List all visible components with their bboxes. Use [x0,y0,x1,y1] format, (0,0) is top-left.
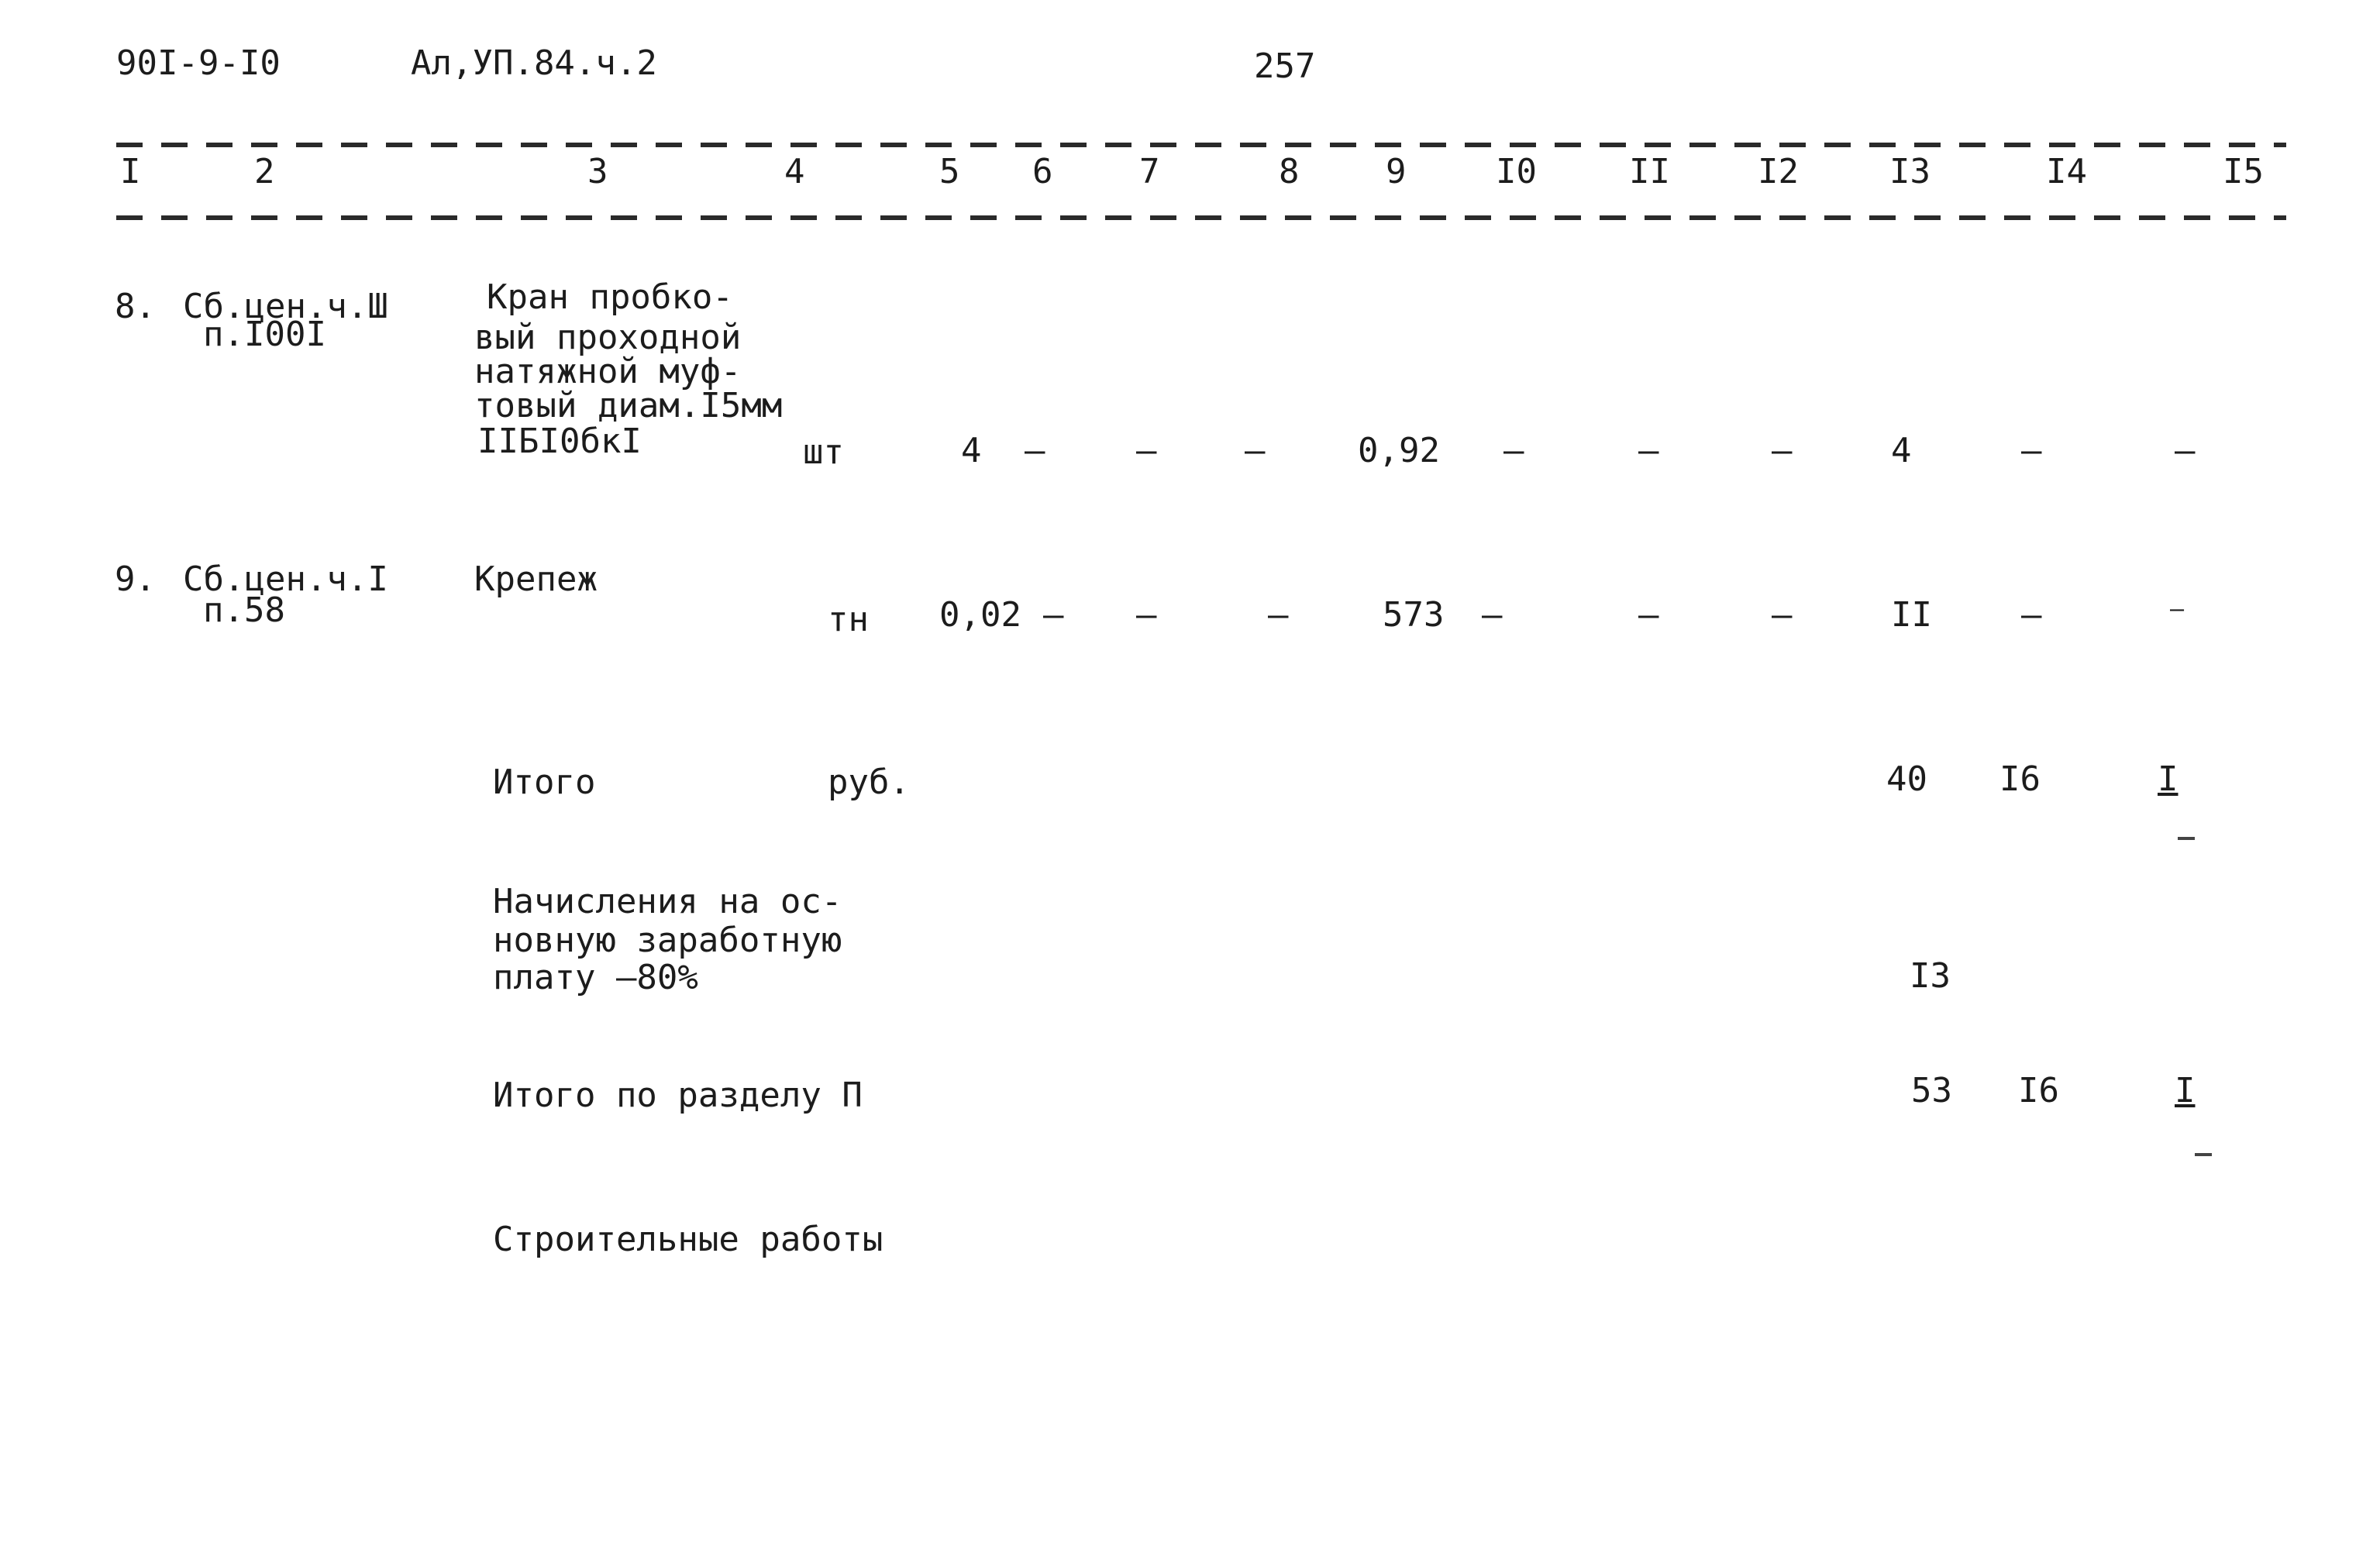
item-name-line: Кран пробко- [487,277,733,317]
next-section-title: Строительные работы [493,1220,883,1259]
item-name-line: вый проходной [474,318,742,357]
page-number: 257 [1254,46,1316,86]
total-col15-mark [2178,837,2195,840]
section-total-col15-mark [2195,1153,2212,1156]
total-unit: руб. [828,763,910,802]
cell-col15: – [2170,596,2185,623]
cell-col9: 0,92 [1358,431,1440,470]
price-reference: Сб.цен.ч.Ш [183,287,388,326]
cell-col8: – [1245,431,1266,470]
item-name-line: ІІБІ0бкІ [477,422,642,461]
cell-col6: – [1025,431,1045,470]
total-label: Итого [493,763,596,802]
column-number-14: І4 [2046,152,2087,191]
column-number-3: 3 [587,152,608,191]
cell-col14: – [2021,431,2042,470]
charges-col13: І3 [1910,956,1951,996]
cell-col9: 573 [1383,595,1445,635]
price-reference: Сб.цен.ч.І [183,559,388,599]
album-reference: Ал,УП.84.ч.2 [411,43,657,83]
cell-col8: – [1268,595,1289,635]
column-number-13: І3 [1889,152,1931,191]
section-total-label: Итого по разделу П [493,1076,863,1115]
cell-col11: – [1638,595,1659,635]
item-name-line: натяжной муф- [474,352,742,391]
total-col15: І [2158,759,2179,799]
column-number-15: І5 [2223,152,2264,191]
charges-line: новную заработную [493,921,842,960]
cell-col6: – [1043,595,1064,635]
cell-col5: 4 [961,431,982,470]
cell-col7: – [1136,595,1157,635]
cell-col11: – [1638,431,1659,470]
cell-col14: – [2021,595,2042,635]
row-number: 8. [115,287,156,326]
item-name-line: товый диам.І5мм [474,386,783,425]
column-number-8: 8 [1279,152,1300,191]
price-reference-item: п.І00І [203,315,326,354]
cell-col15: – [2175,431,2196,470]
column-number-11: ІІ [1629,152,1670,191]
charges-line: плату –80% [493,958,698,997]
cell-col5: 0,02 [939,595,1021,635]
unit: тн [828,600,869,639]
column-number-9: 9 [1386,152,1407,191]
column-number-10: І0 [1496,152,1537,191]
price-reference-item: п.58 [203,590,285,630]
cell-col12: – [1772,595,1793,635]
section-total-col13: 53 [1911,1071,1952,1110]
column-number-12: І2 [1758,152,1799,191]
column-number-4: 4 [784,152,805,191]
total-col14: І6 [1999,759,2041,799]
column-number-1: І [120,152,141,191]
charges-line: Начисления на ос- [493,882,842,921]
column-header-top-rule [116,143,2286,147]
item-name: Крепеж [474,559,598,599]
cell-col13: ІІ [1891,595,1932,635]
column-number-2: 2 [254,152,275,191]
section-total-col14: І6 [2018,1071,2059,1110]
column-number-7: 7 [1139,152,1160,191]
column-number-6: 6 [1032,152,1053,191]
cell-col7: – [1136,431,1157,470]
total-col13: 40 [1886,759,1927,799]
cell-col10: – [1482,595,1503,635]
document-code: 90І-9-І0 [116,43,281,83]
column-number-5: 5 [939,152,960,191]
cell-col10: – [1503,431,1524,470]
unit: шт [803,432,844,472]
cell-col12: – [1772,431,1793,470]
row-number: 9. [115,559,156,599]
cell-col13: 4 [1891,431,1912,470]
column-header-bottom-rule [116,215,2286,220]
section-total-col15: І [2175,1071,2196,1110]
